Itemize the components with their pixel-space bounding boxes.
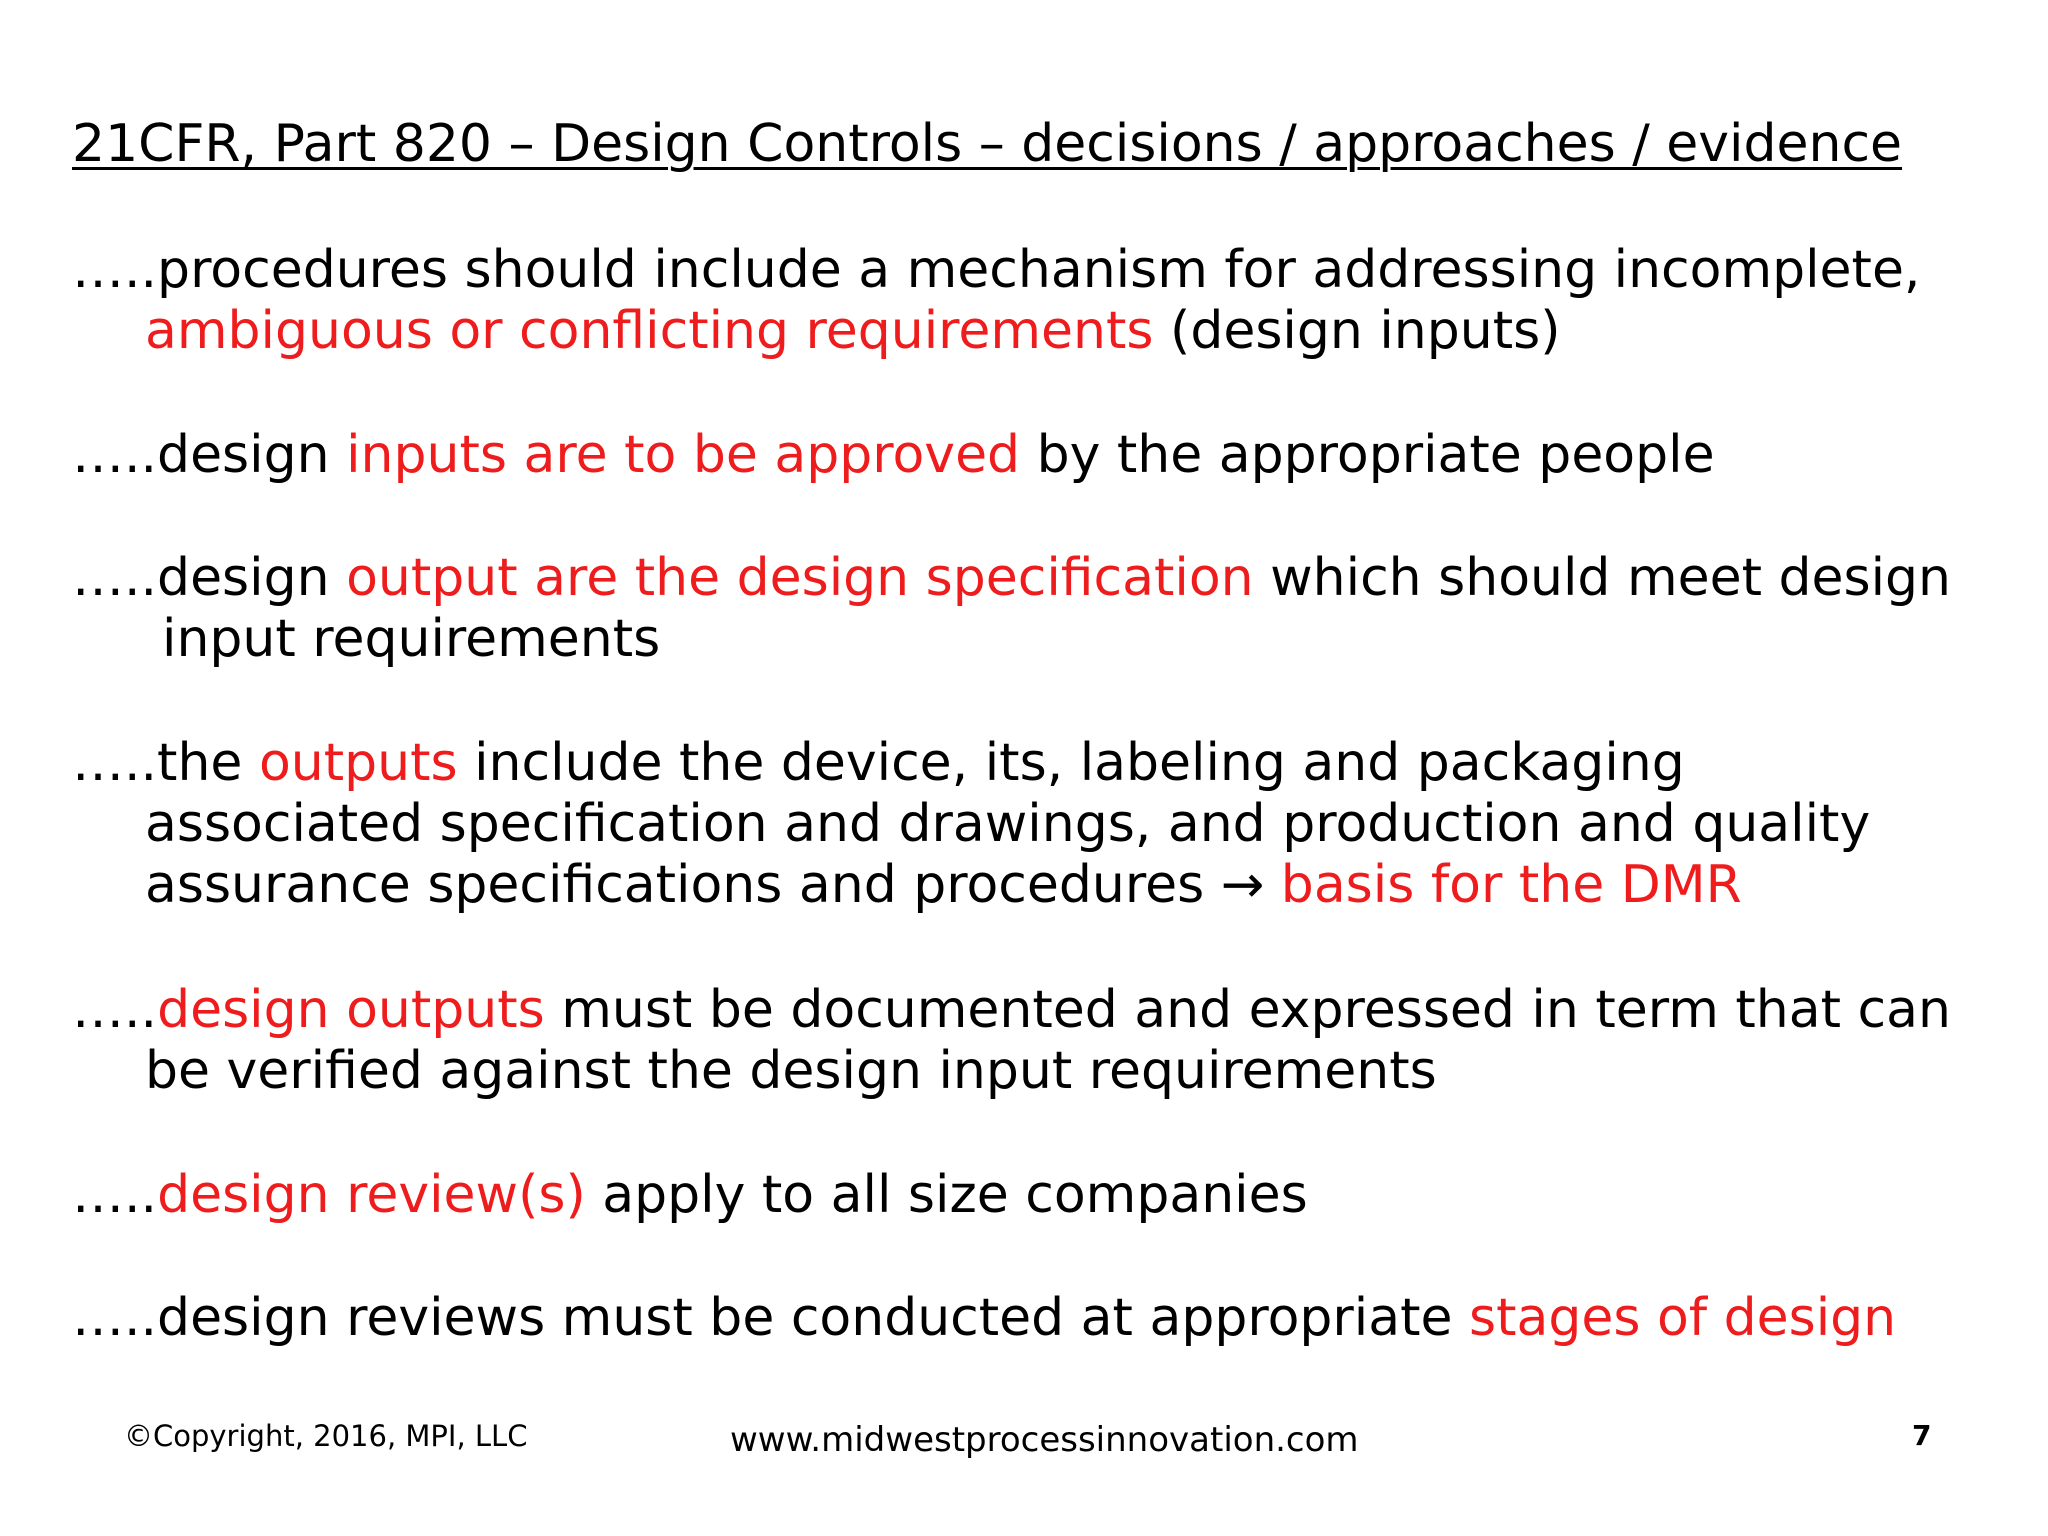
bullet-4-line-3-prefix: assurance specifications and procedures [145, 855, 1221, 915]
bullet-1-suffix: (design inputs) [1153, 301, 1561, 361]
bullet-5 [72, 980, 1951, 1102]
bullet-1 [72, 240, 1920, 362]
bullet-4-line-3 [72, 855, 1870, 916]
page-number: 7 [1912, 1419, 1932, 1452]
bullet-5-line-2 [72, 1041, 1951, 1102]
bullet-4-line-1 [72, 733, 1870, 794]
bullet-4-continuation: associated specification and drawings, and production and quality [145, 794, 1871, 854]
bullet-4-line-2 [72, 794, 1870, 855]
bullet-3-line-1 [72, 548, 1951, 609]
bullet-1-line-2 [72, 301, 1920, 362]
bullet-6-line-1 [72, 1165, 1308, 1226]
slide-title: 21CFR, Part 820 – Design Controls – decisions / approaches / evidence [72, 114, 1903, 174]
bullet-6-prefix: ….. [72, 1165, 158, 1225]
arrow-right-icon: → [1220, 855, 1265, 915]
bullet-3 [72, 548, 1951, 670]
bullet-5-suffix: must be documented and expressed in term that can [544, 980, 1951, 1040]
bullet-3-suffix: which should meet design [1253, 548, 1952, 608]
bullet-1-line-1 [72, 240, 1920, 301]
bullet-4 [72, 733, 1870, 916]
bullet-3-continuation: input requirements [162, 609, 661, 669]
bullet-5-prefix: ….. [72, 980, 158, 1040]
bullet-6-suffix: apply to all size companies [585, 1165, 1308, 1225]
bullet-4-highlight: outputs [258, 733, 458, 793]
bullet-3-highlight: output are the design specification [346, 548, 1254, 608]
bullet-2 [72, 425, 1715, 486]
bullet-4-suffix: include the device, its, labeling and packaging [457, 733, 1685, 793]
bullet-3-prefix: …..design [72, 548, 347, 608]
bullet-1-text: …..procedures should include a mechanism for addressing incomplete, [72, 240, 1921, 300]
website-url: www.midwestprocessinnovation.com [730, 1420, 1359, 1460]
bullet-1-highlight: ambiguous or conflicting requirements [145, 301, 1154, 361]
bullet-6 [72, 1165, 1308, 1226]
bullet-7-prefix: …..design reviews must be conducted at appropriate [72, 1288, 1469, 1348]
bullet-2-suffix: by the appropriate people [1020, 425, 1715, 485]
bullet-5-highlight: design outputs [157, 980, 545, 1040]
bullet-7-highlight: stages of design [1469, 1288, 1897, 1348]
copyright-notice: ©Copyright, 2016, MPI, LLC [124, 1419, 528, 1453]
bullet-2-highlight: inputs are to be approved [346, 425, 1021, 485]
bullet-6-highlight: design review(s) [157, 1165, 586, 1225]
bullet-7-line-1 [72, 1288, 1896, 1349]
bullet-4-prefix: …..the [72, 733, 259, 793]
bullet-2-prefix: …..design [72, 425, 347, 485]
bullet-3-line-2 [72, 609, 1951, 670]
bullet-4-dmr-highlight: basis for the DMR [1264, 855, 1742, 915]
bullet-2-line-1 [72, 425, 1715, 486]
bullet-7 [72, 1288, 1896, 1349]
bullet-5-continuation: be verified against the design input requirements [145, 1041, 1437, 1101]
bullet-5-line-1 [72, 980, 1951, 1041]
